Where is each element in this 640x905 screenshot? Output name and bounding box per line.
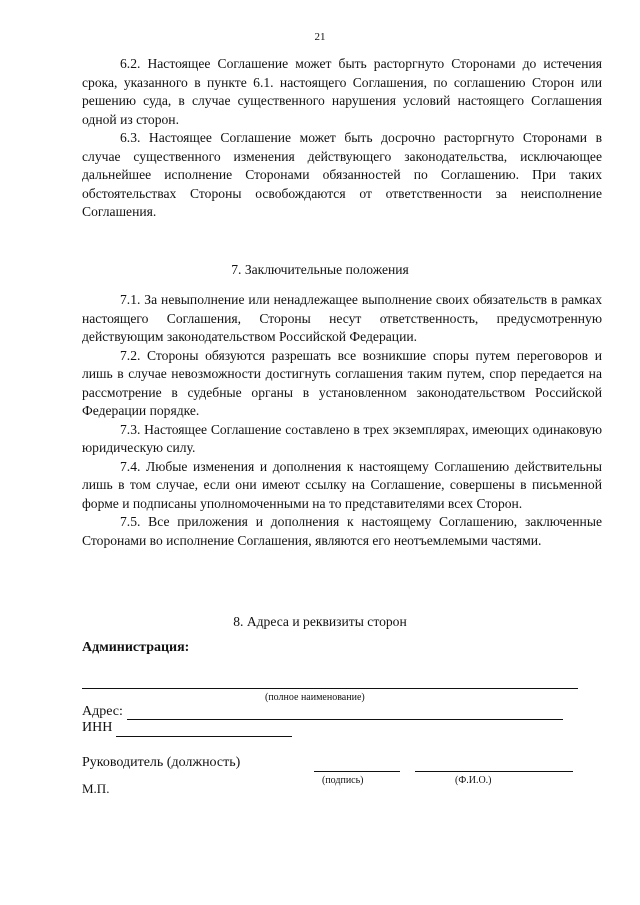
clause-7-3: 7.3. Настоящее Соглашение составлено в трех экземплярах, имеющих одинаковую юридическую силу. xyxy=(82,421,602,455)
clause-6-2: 6.2. Настоящее Соглашение может быть расторгнуто Сторонами до истечения срока, указанного в пункте 6.1. настоящего Соглашения, по соглашению Сторон или решению суда, в случае существенного нарушения условий настоящего Соглашения одной из сторон. xyxy=(82,56,602,127)
seal-label: М.П. xyxy=(82,781,110,796)
inn-line xyxy=(116,736,292,737)
clause-7-2: 7.2. Стороны обязуются разрешать все возникшие споры путем переговоров и лишь в случае невозможности достигнуть соглашения таким путем, спор передается на рассмотрение в судебные органы в установленном законодательством Российской Федерации порядке. xyxy=(82,347,602,418)
clause-7-1: 7.1. За невыполнение или ненадлежащее выполнение своих обязательств в рамках настоящего Соглашения, Стороны несут ответственность, предусмотренную действующим законодательством Российской Федерации. xyxy=(82,292,602,344)
inn-label: ИНН xyxy=(82,720,113,735)
clause-7-5: 7.5. Все приложения и дополнения к настоящему Соглашению, заключенные Сторонами во исполнение Соглашения, являются его неотъемлемыми частями. xyxy=(82,514,602,548)
section-8-title: 8. Адреса и реквизиты сторон xyxy=(233,614,407,629)
full-name-caption: (полное наименование) xyxy=(265,692,365,703)
clause-7-4: 7.4. Любые изменения и дополнения к настоящему Соглашению действительны лишь в том случае, если они имеют ссылку на Соглашение, совершены в письменной форме и подписаны уполномоченными на то представителями всех Сторон. xyxy=(82,458,602,511)
page-number: 21 xyxy=(314,31,326,43)
signature-line xyxy=(314,771,400,772)
section-7-title: 7. Заключительные положения xyxy=(231,262,409,277)
fio-caption: (Ф.И.О.) xyxy=(455,775,492,786)
section-6-continuation xyxy=(82,55,602,222)
full-name-line xyxy=(82,688,578,689)
party-administration-label: Администрация: xyxy=(82,640,190,655)
clause-6-3: 6.3. Настоящее Соглашение может быть досрочно расторгнуто Сторонами в случае существенного изменения действующего законодательства, исключающее дальнейшее исполнение Сторонами обязанностей по Соглашению. При таких обстоятельствах Стороны освобождаются от ответственности за неисполнение Соглашения. xyxy=(82,130,602,219)
section-7-body xyxy=(82,291,602,550)
fio-line xyxy=(415,771,573,772)
signature-caption: (подпись) xyxy=(322,775,364,786)
address-line xyxy=(127,719,563,720)
head-position-label: Руководитель (должность) xyxy=(82,755,241,770)
address-label: Адрес: xyxy=(82,704,123,719)
